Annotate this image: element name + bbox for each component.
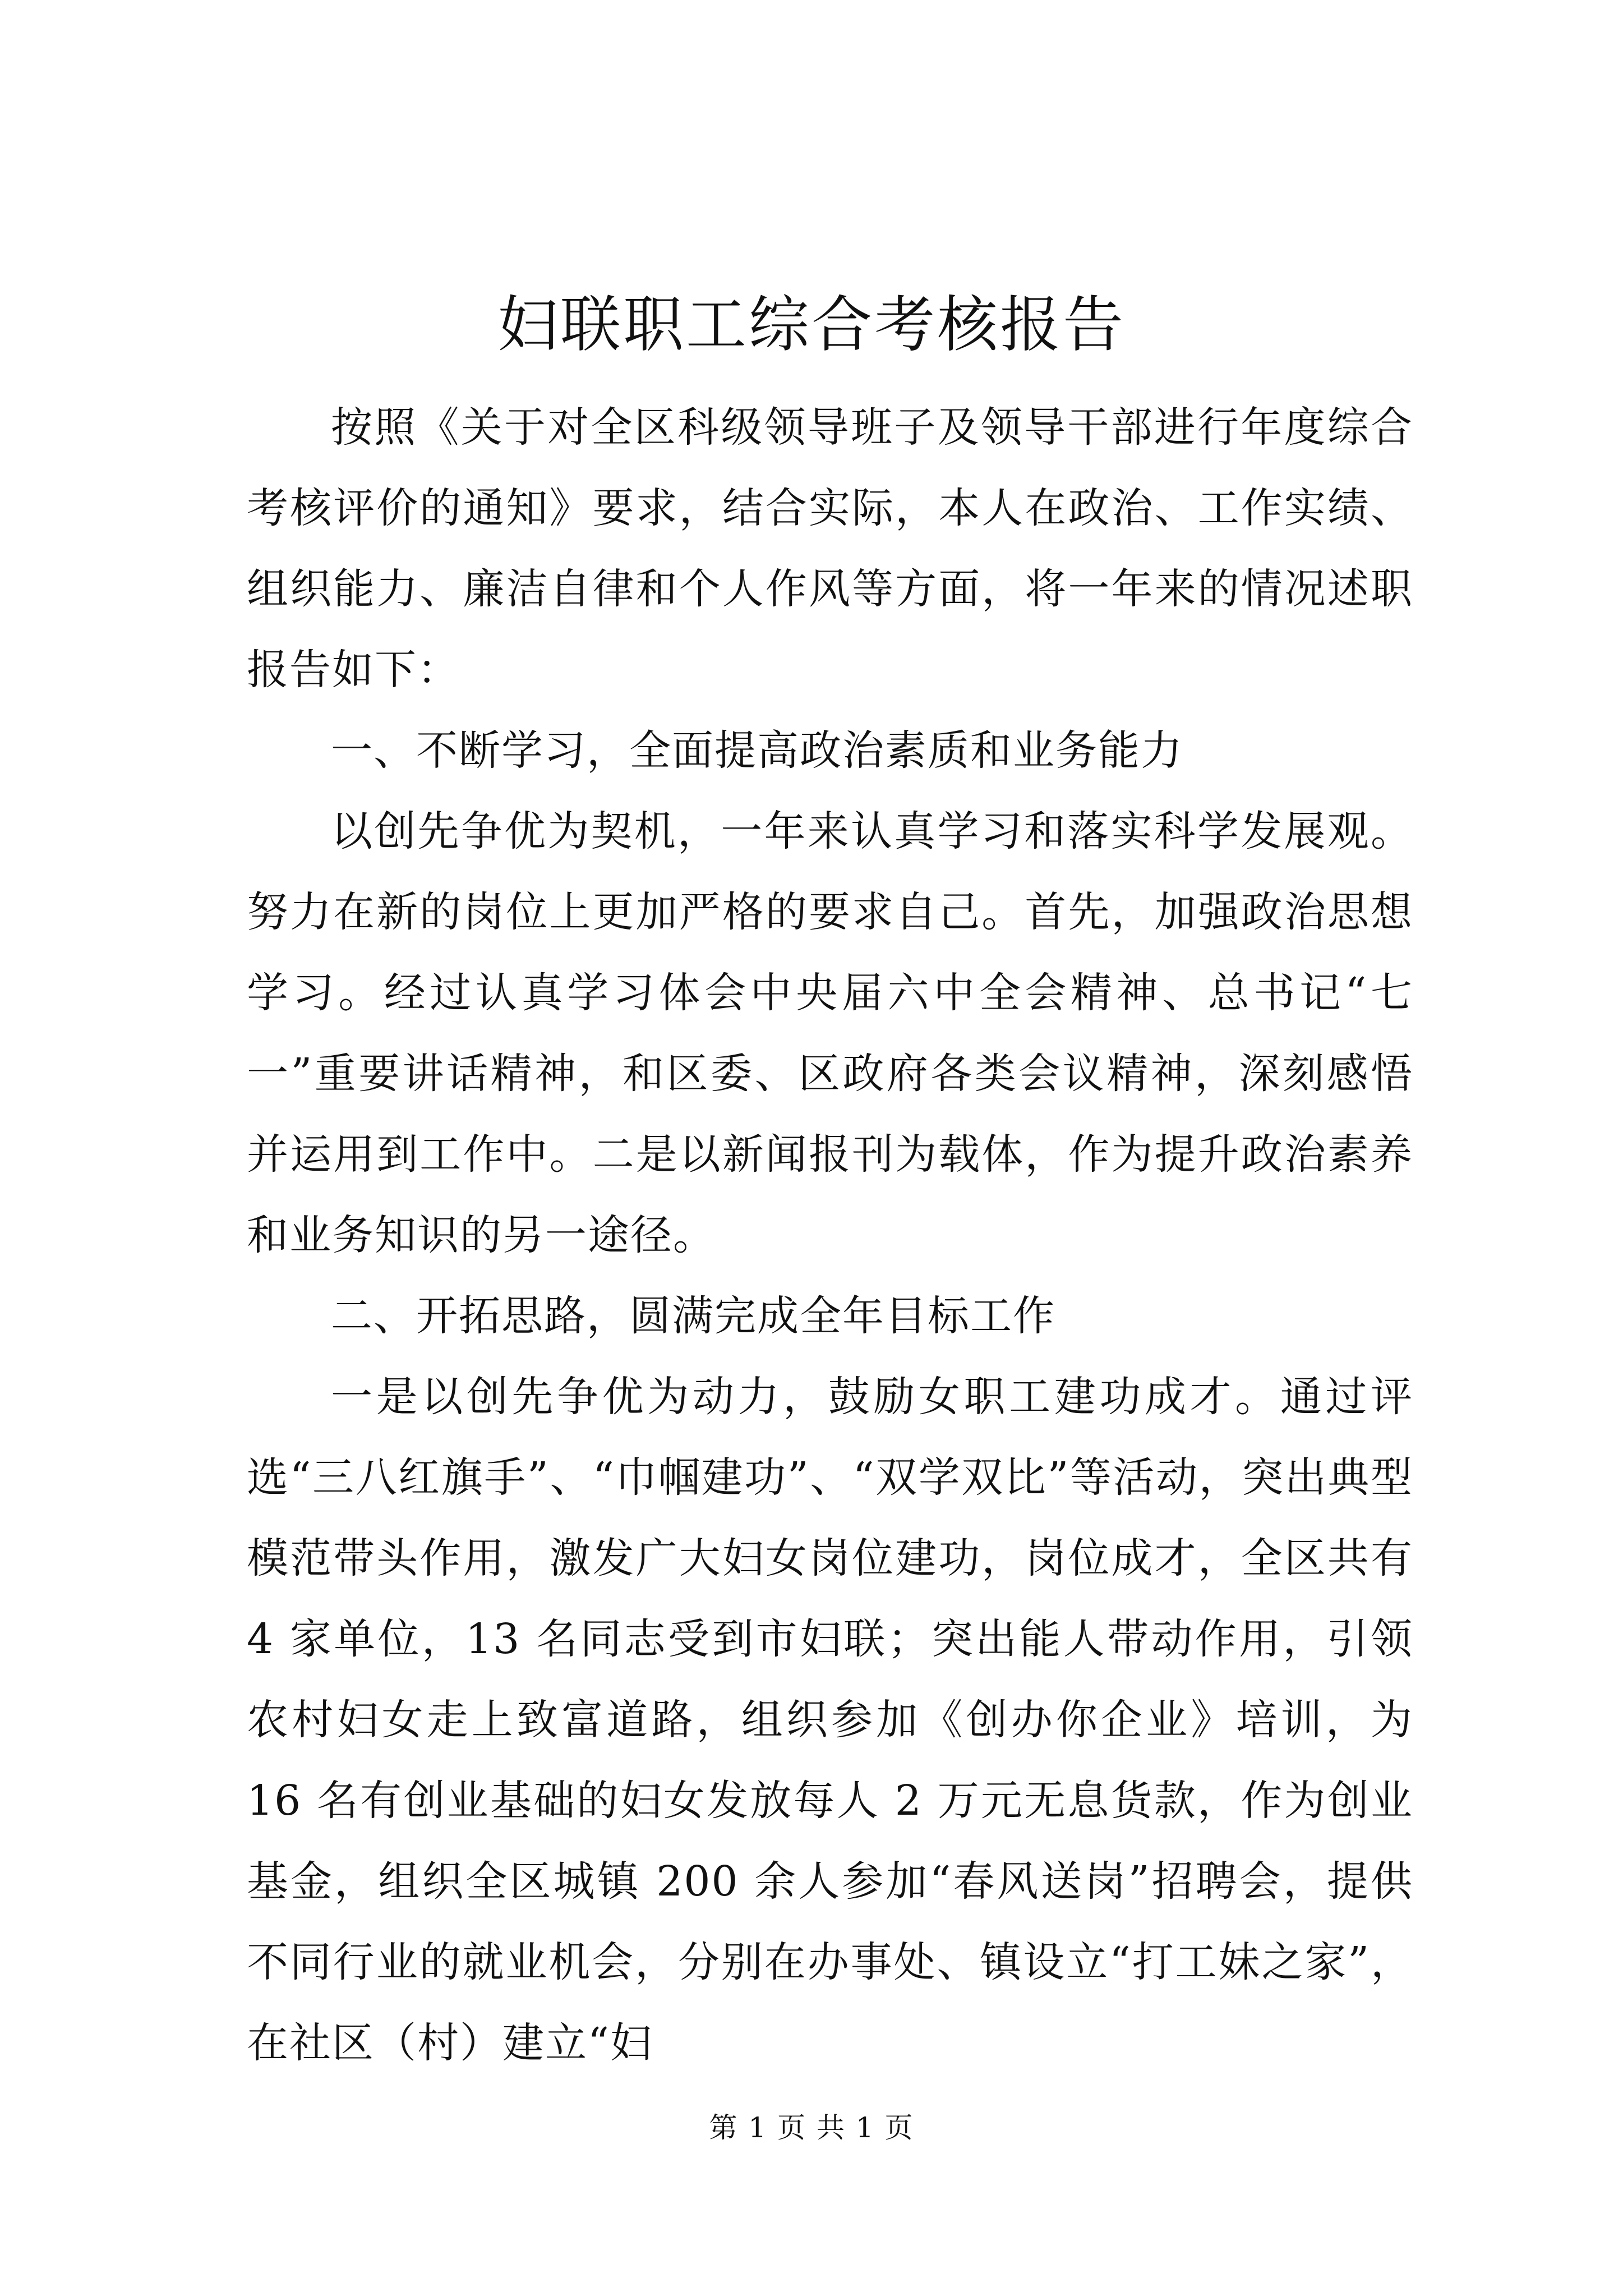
- page-footer: 第 1 页 共 1 页: [709, 2111, 914, 2144]
- paragraph-study: 以创先争优为契机，一年来认真学习和落实科学发展观。努力在新的岗位上更加严格的要求自己。首先，加强政治思想学习。经过认真学习体会中央届六中全会精神、总书记“七一”重要讲话精神，和区委、区政府各类会议精神，深刻感悟并运用到工作中。二是以新闻报刊为载体，作为提升政治素养和业务知识的另一途径。: [247, 807, 1413, 1259]
- section-heading-2: 二、开拓思路，圆满完成全年目标工作: [331, 1292, 1055, 1340]
- paragraph-work: 一是以创先争优为动力，鼓励女职工建功成才。通过评选“三八红旗手”、“巾帼建功”、“双学双比”等活动，突出典型模范带头作用，激发广大妇女岗位建功，岗位成才，全区共有 4 家单位，13 名同志受到市妇联；突出能人带动作用，引领农村妇女走上致富道路，组织参加《创办你企业》培训，为 16 名有创业基础的妇女发放每人 2 万元无息货款，作为创业基金，组织全区城镇 200 余人参加“春风送岗”招聘会，提供不同行业的就业机会，分别在办事处、镇设立“打工妹之家”，在社区（村）建立“妇: [247, 1373, 1413, 2067]
- document-title: 妇联职工综合考核报告: [497, 290, 1126, 360]
- paragraph-intro: 按照《关于对全区科级领导班子及领导干部进行年度综合考核评价的通知》要求，结合实际，本人在政治、工作实绩、组织能力、廉洁自律和个人作风等方面，将一年来的情况述职报告如下：: [247, 403, 1413, 694]
- document-body: [247, 387, 1413, 2083]
- section-heading-1: 一、不断学习，全面提高政治素质和业务能力: [331, 726, 1183, 775]
